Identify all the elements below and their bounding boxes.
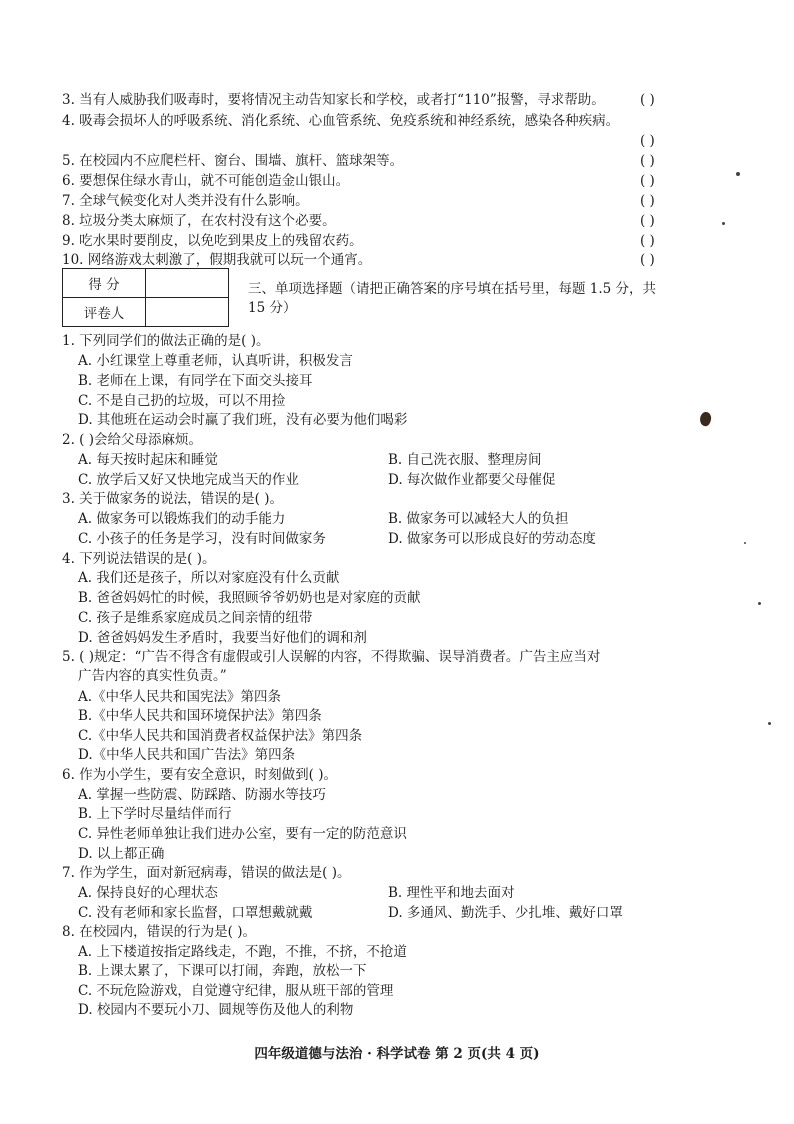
option: D. 其他班在运动会时赢了我们班，没有必要为他们喝彩	[78, 412, 408, 428]
scan-speck	[768, 722, 771, 725]
option: C. 孩子是维系家庭成员之间亲情的纽带	[78, 610, 313, 626]
answer-paren: ( )	[640, 193, 655, 209]
option: A. 上下楼道按指定路线走，不跑，不推，不挤，不抢道	[78, 944, 407, 960]
option: B. 爸爸妈妈忙的时候，我照顾爷爷奶奶也是对家庭的贡献	[78, 590, 421, 606]
tf-item-4: 4. 吸毒会损坏人的呼吸系统、消化系统、心血管系统、免疫系统和神经系统，感染各种疾病。	[62, 113, 620, 129]
tf-item-9: 9. 吃水果时要削皮，以免吃到果皮上的残留农药。	[62, 233, 363, 249]
option: D. 爸爸妈妈发生矛盾时，我要当好他们的调和剂	[78, 630, 367, 646]
option: C. 异性老师单独让我们进办公室，要有一定的防范意识	[78, 826, 407, 842]
score-table	[62, 268, 229, 327]
question-5-stem: 5. ( )规定：“广告不得含有虚假或引人误解的内容，不得欺骗、误导消费者。广告主应当对 广告内容的真实性负责。”	[62, 649, 601, 684]
option: B. 理性平和地去面对	[388, 885, 515, 901]
section-title: 三、单项选择题（请把正确答案的序号填在括号里，每题 1.5 分，共 15 分）	[248, 281, 657, 316]
ink-blot	[698, 411, 713, 428]
option: D. 以上都正确	[78, 846, 165, 862]
option: D. 校园内不要玩小刀、圆规等伤及他人的利物	[78, 1002, 354, 1018]
page-footer: 四年级道德与法治 · 科学试卷 第 2 页(共 4 页)	[254, 1046, 540, 1062]
option: B.《中华人民共和国环境保护法》第四条	[78, 708, 322, 724]
answer-paren: ( )	[640, 233, 655, 249]
question-4-stem: 4. 下列说法错误的是( )。	[62, 551, 216, 567]
answer-paren: ( )	[640, 133, 655, 149]
answer-paren: ( )	[640, 153, 655, 169]
answer-paren: ( )	[640, 173, 655, 189]
option: B. 自己洗衣服、整理房间	[388, 452, 542, 468]
scan-speck	[758, 602, 761, 605]
option: A. 我们还是孩子，所以对家庭没有什么贡献	[78, 570, 340, 586]
answer-paren: ( )	[640, 92, 655, 108]
option: A. 掌握一些防震、防踩踏、防溺水等技巧	[78, 787, 326, 803]
question-1-stem: 1. 下列同学们的做法正确的是( )。	[62, 333, 270, 349]
score-cell	[146, 269, 229, 298]
option: B. 上课太累了，下课可以打闹，奔跑，放松一下	[78, 963, 367, 979]
option: A. 小红课堂上尊重老师，认真听讲，积极发言	[78, 353, 353, 369]
tf-item-7: 7. 全球气候变化对人类并没有什么影响。	[62, 193, 309, 209]
option: C. 不玩危险游戏，自觉遵守纪律，服从班干部的管理	[78, 983, 394, 999]
grader-cell	[146, 298, 229, 327]
scan-speck	[736, 172, 740, 176]
scan-speck	[722, 222, 725, 225]
option: C. 没有老师和家长监督，口罩想戴就戴	[78, 905, 313, 921]
option: C. 小孩子的任务是学习，没有时间做家务	[78, 531, 326, 547]
option: A. 做家务可以锻炼我们的动手能力	[78, 511, 286, 527]
option: C. 放学后又好又快地完成当天的作业	[78, 472, 299, 488]
score-label: 得 分	[63, 269, 146, 298]
option: B. 做家务可以减轻大人的负担	[388, 511, 569, 527]
option: A. 每天按时起床和睡觉	[78, 452, 218, 468]
tf-item-8: 8. 垃圾分类太麻烦了，在农村没有这个必要。	[62, 213, 336, 229]
question-7-stem: 7. 作为学生，面对新冠病毒，错误的做法是( )。	[62, 865, 351, 881]
answer-paren: ( )	[640, 213, 655, 229]
option: C.《中华人民共和国消费者权益保护法》第四条	[78, 728, 363, 744]
option: D. 做家务可以形成良好的劳动态度	[388, 531, 596, 547]
tf-item-10: 10. 网络游戏太刺激了，假期我就可以玩一个通宵。	[62, 252, 372, 268]
answer-paren: ( )	[640, 252, 655, 268]
question-2-stem: 2. ( )会给父母添麻烦。	[62, 432, 202, 448]
question-3-stem: 3. 关于做家务的说法，错误的是( )。	[62, 491, 283, 507]
option: A.《中华人民共和国宪法》第四条	[78, 689, 282, 705]
option: C. 不是自己扔的垃圾，可以不用捡	[78, 393, 286, 409]
tf-item-5: 5. 在校园内不应爬栏杆、窗台、围墙、旗杆、篮球架等。	[62, 153, 404, 169]
option: D. 多通风、勤洗手、少扎堆、戴好口罩	[388, 905, 623, 921]
option: D.《中华人民共和国广告法》第四条	[78, 747, 296, 763]
tf-item-6: 6. 要想保住绿水青山，就不可能创造金山银山。	[62, 173, 350, 189]
scan-speck	[744, 542, 746, 544]
question-8-stem: 8. 在校园内，错误的行为是( )。	[62, 924, 256, 940]
question-6-stem: 6. 作为小学生，要有安全意识，时刻做到( )。	[62, 767, 337, 783]
tf-item-3: 3. 当有人威胁我们吸毒时，要将情况主动告知家长和学校，或者打“110”报警，寻求帮助。	[62, 92, 605, 108]
option: D. 每次做作业都要父母催促	[388, 472, 556, 488]
grader-label: 评卷人	[63, 298, 146, 327]
option: B. 上下学时尽量结伴而行	[78, 806, 232, 822]
option: B. 老师在上课，有同学在下面交头接耳	[78, 373, 313, 389]
option: A. 保持良好的心理状态	[78, 885, 218, 901]
